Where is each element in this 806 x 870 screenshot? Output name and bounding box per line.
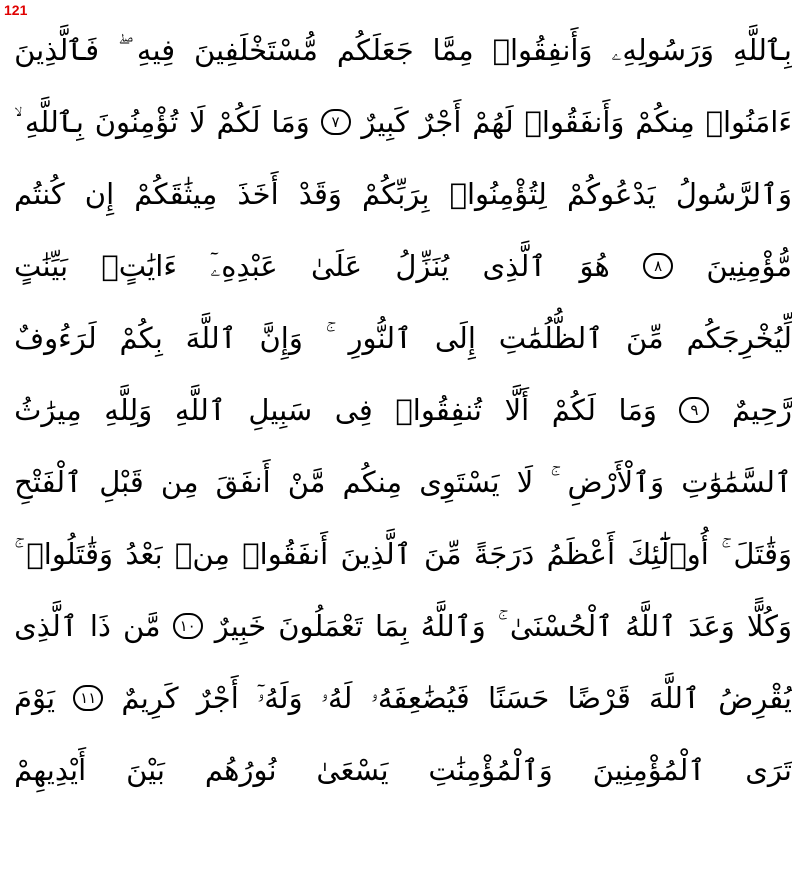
ayah-number-marker: ٩ (679, 397, 709, 423)
text-line (14, 158, 792, 230)
verse-word: خَبِيرٌ (214, 608, 267, 643)
verse-word: كَبِيرٌ (361, 104, 409, 139)
verse-word: ٱلَّذِينَ (340, 536, 412, 571)
verse-word: ٱللَّهَ (649, 680, 701, 715)
verse-word: وَلِلَّهِ (104, 392, 153, 427)
verse-word: مِنۢ (174, 536, 230, 571)
verse-word: وَأَنفِقُوا۟ (492, 32, 593, 67)
verse-word: نُورُهُم (204, 752, 277, 787)
verse-word: وَكُلًّا (746, 608, 792, 643)
verse-word: وَٱلْأَرْضِ (567, 464, 665, 499)
text-line (14, 446, 792, 518)
text-line (14, 590, 792, 662)
verse-word: وَعَدَ (688, 608, 735, 643)
verse-word: مُّؤْمِنِينَ (706, 248, 792, 283)
page-number: 121 (4, 2, 28, 18)
verse-word: أَنفَقَ (215, 464, 271, 499)
verse-word: تَعْمَلُونَ (278, 608, 363, 643)
verse-word: ءَامَنُوا۟ (705, 104, 792, 139)
verse-word: تَرَى (745, 752, 792, 787)
verse-word: وَٱلرَّسُولُ (675, 176, 792, 211)
verse-word: لَكُمْ (551, 392, 596, 427)
verse-word: جَعَلَكُم (336, 32, 414, 67)
verse-word: ءَايَٰتٍۭ (101, 248, 177, 283)
verse-word: ٱلَّذِى (14, 608, 78, 643)
verse-word: بَيِّنَٰتٍ (14, 248, 69, 283)
ayah-number-marker: ١٠ (173, 613, 203, 639)
verse-word: ذَا (89, 608, 111, 643)
verse-word: ٱلْمُؤْمِنِينَ (592, 752, 706, 787)
verse-word: أَعْظَمُ (546, 536, 616, 571)
verse-word: مِيرَٰثُ (14, 392, 82, 427)
text-line (14, 374, 792, 446)
verse-word: وَأَنفَقُوا۟ (524, 104, 625, 139)
verse-word: وَٱللَّهُ (420, 608, 486, 643)
verse-word: أَيْدِيهِمْ (14, 752, 87, 787)
verse-word: ٱلَّذِى (482, 248, 547, 283)
verse-word: مِّنَ (423, 536, 462, 571)
text-line (14, 302, 792, 374)
verse-word: لَهُۥ (320, 680, 353, 715)
verse-word: كُنتُم (14, 176, 65, 211)
verse-word: أَنفَقُوا۟ (242, 536, 329, 571)
verse-word: أَجْرٌ (419, 104, 462, 139)
verse-word: يَوْمَ (14, 680, 56, 715)
verse-word: مِيثَٰقَكُمْ (134, 176, 218, 211)
ayah-number-marker: ٨ (643, 253, 673, 279)
verse-word: فَيُضَٰعِفَهُۥ (370, 680, 470, 715)
verse-word: أَخَذَ (237, 176, 279, 211)
verse-word: فَٱلَّذِينَ (14, 32, 100, 67)
verse-word: فِيهِ (136, 32, 176, 67)
verse-word: بِمَا (374, 608, 409, 643)
verse-word: فِى (334, 392, 373, 427)
verse-word: بَيْنَ (126, 752, 165, 787)
verse-word: ٱلْفَتْحِ (14, 464, 83, 499)
verse-word: لَرَءُوفٌ (14, 320, 97, 355)
verse-word: ٱلسَّمَٰوَٰتِ (681, 464, 792, 499)
verse-word: مِنكُمْ (635, 104, 695, 139)
verse-word: ٱللَّهَ (185, 320, 237, 355)
verse-word: مِنكُم (342, 464, 403, 499)
verse-word: أَلَّا (504, 392, 530, 427)
verse-word: مَّن (122, 608, 161, 643)
verse-word: وَرَسُولِهِۦ (611, 32, 715, 67)
verse-word: ٱلظُّلُمَٰتِ (498, 320, 604, 355)
verse-word: يَسْعَىٰ (316, 752, 389, 787)
verse-word: بِٱللَّهِ (24, 104, 84, 139)
verse-word: هُوَ (579, 248, 610, 283)
verse-word: بِٱللَّهِ (732, 32, 792, 67)
verse-word: وَلَهُۥٓ (256, 680, 303, 715)
verse-word: وَإِنَّ (259, 320, 303, 355)
verse-word: ٱلنُّورِ (348, 320, 413, 355)
verse-word: قَبْلِ (99, 464, 144, 499)
verse-word: مِّنَ (626, 320, 664, 355)
verse-word: مِمَّا (432, 32, 474, 67)
text-line (14, 662, 792, 734)
verse-word: وَٱلْمُؤْمِنَٰتِ (428, 752, 553, 787)
verse-word: حَسَنًا (487, 680, 550, 715)
verse-word: وَمَا (618, 392, 657, 427)
verse-word: لَا (516, 464, 534, 499)
verse-word: رَّحِيمٌ (732, 392, 792, 427)
verse-word: لَا (189, 104, 206, 139)
verse-word: ٱللَّهُ (625, 608, 677, 643)
verse-word: يُنَزِّلُ (395, 248, 450, 283)
text-line (14, 230, 792, 302)
text-line (14, 518, 792, 590)
verse-word: عَلَىٰ (311, 248, 363, 283)
text-line (14, 734, 792, 806)
text-line (14, 14, 792, 86)
ayah-number-marker: ٧ (321, 109, 351, 135)
verse-word: لَكُمْ (216, 104, 261, 139)
verse-word: تُنفِقُوا۟ (395, 392, 482, 427)
verse-word: أُو۟لَٰٓئِكَ (627, 536, 709, 571)
verse-word: تُؤْمِنُونَ (94, 104, 179, 139)
verse-word: سَبِيلِ (248, 392, 313, 427)
verse-word: ٱللَّهِ (174, 392, 226, 427)
quran-text-block (14, 14, 792, 870)
verse-word: مَّنْ (287, 464, 326, 499)
verse-word: إِن (84, 176, 115, 211)
verse-word: عَبْدِهِۦٓ (210, 248, 278, 283)
verse-word: بِكُمْ (119, 320, 163, 355)
verse-word: بَعْدُ (125, 536, 163, 571)
verse-word: وَمَا (271, 104, 310, 139)
verse-word: لِتُؤْمِنُوا۟ (449, 176, 547, 211)
verse-word: كَرِيمٌ (121, 680, 179, 715)
text-line (14, 86, 792, 158)
verse-word: لَهُمْ (472, 104, 514, 139)
verse-word: لِّيُخْرِجَكُم (686, 320, 792, 355)
verse-word: يَسْتَوِى (419, 464, 500, 499)
verse-word: مِن (160, 464, 199, 499)
verse-word: وَقَٰتَلَ (733, 536, 792, 571)
verse-word: أَجْرٌ (196, 680, 239, 715)
verse-word: يُقْرِضُ (718, 680, 792, 715)
verse-word: وَقَٰتَلُوا۟ (26, 536, 114, 571)
ayah-number-marker: ١١ (73, 685, 103, 711)
verse-word: ٱلْحُسْنَىٰ (509, 608, 614, 643)
verse-word: وَقَدْ (298, 176, 342, 211)
verse-word: بِرَبِّكُمْ (361, 176, 430, 211)
verse-word: يَدْعُوكُمْ (567, 176, 656, 211)
verse-word: مُّسْتَخْلَفِينَ (193, 32, 318, 67)
verse-word: قَرْضًا (567, 680, 631, 715)
verse-word: إِلَى (434, 320, 476, 355)
verse-word: دَرَجَةً (473, 536, 535, 571)
